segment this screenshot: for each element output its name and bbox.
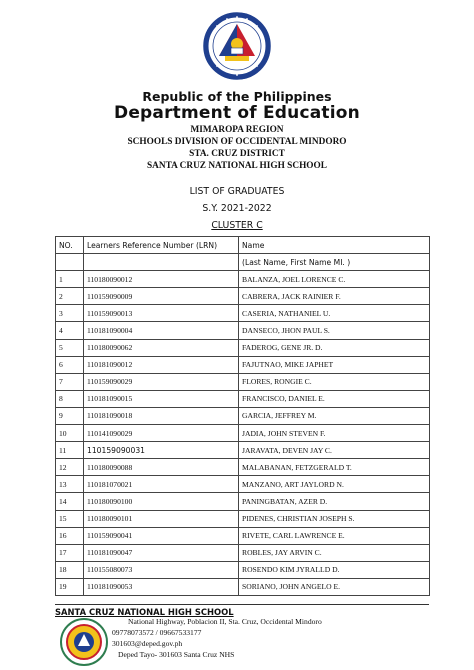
student-name-cell: CASERIA, NATHANIEL U.	[239, 305, 430, 322]
col-lrn-header: Learners Reference Number (LRN)	[84, 237, 239, 254]
table-row	[56, 271, 430, 288]
graduates-table-body	[56, 271, 430, 596]
subheader-blank-cell	[84, 254, 239, 271]
student-name-cell: JARAVATA, DEVEN JAY C.	[239, 442, 430, 459]
row-number-cell: 5	[56, 339, 84, 356]
row-number-cell: 17	[56, 544, 84, 561]
row-number-cell: 8	[56, 390, 84, 407]
footer-phone: 09778073572 / 09667533177	[112, 628, 202, 637]
region-line: MIMAROPA REGION	[190, 125, 284, 135]
lrn-cell: 110155080073	[84, 561, 239, 578]
name-format-hint: (Last Name, First Name MI. )	[239, 254, 430, 271]
table-row	[56, 476, 430, 493]
table-row	[56, 322, 430, 339]
row-number-cell: 2	[56, 288, 84, 305]
student-name-cell: SORIANO, JOHN ANGELO E.	[239, 578, 430, 595]
lrn-cell: 110181090012	[84, 356, 239, 373]
row-number-cell: 6	[56, 356, 84, 373]
lrn-cell: 110181090018	[84, 407, 239, 424]
lrn-cell: 110159090041	[84, 527, 239, 544]
table-row	[56, 339, 430, 356]
row-number-cell: 16	[56, 527, 84, 544]
row-number-cell: 9	[56, 407, 84, 424]
col-no-header: NO.	[56, 237, 84, 254]
student-name-cell: DANSECO, JHON PAUL S.	[239, 322, 430, 339]
division-line: SCHOOLS DIVISION OF OCCIDENTAL MINDORO	[127, 137, 347, 147]
row-number-cell: 10	[56, 425, 84, 442]
lrn-cell: 110159090029	[84, 373, 239, 390]
lrn-cell: 110180090012	[84, 271, 239, 288]
footer-divider	[55, 604, 429, 605]
lrn-cell: 110141090029	[84, 425, 239, 442]
table-row	[56, 561, 430, 578]
table-row	[56, 425, 430, 442]
row-number-cell: 19	[56, 578, 84, 595]
student-name-cell: FLORES, RONGIE C.	[239, 373, 430, 390]
row-number-cell: 3	[56, 305, 84, 322]
document-title: LIST OF GRADUATES	[189, 186, 285, 197]
student-name-cell: RIVETE, CARL LAWRENCE E.	[239, 527, 430, 544]
table-row	[56, 459, 430, 476]
row-number-cell: 14	[56, 493, 84, 510]
lrn-cell: 110180090100	[84, 493, 239, 510]
lrn-cell: 110180090088	[84, 459, 239, 476]
table-row	[56, 305, 430, 322]
lrn-cell: 110159090031	[84, 442, 239, 459]
deped-seal-icon	[203, 12, 271, 80]
table-row	[56, 493, 430, 510]
cluster-label: CLUSTER C	[211, 220, 263, 231]
graduates-table	[55, 236, 430, 596]
table-row	[56, 544, 430, 561]
table-row	[56, 288, 430, 305]
student-name-cell: JADIA, JOHN STEVEN F.	[239, 425, 430, 442]
row-number-cell: 1	[56, 271, 84, 288]
table-row	[56, 373, 430, 390]
row-number-cell: 7	[56, 373, 84, 390]
school-seal-icon	[60, 618, 108, 666]
lrn-cell: 110180090101	[84, 510, 239, 527]
school-line: SANTA CRUZ NATIONAL HIGH SCHOOL	[147, 161, 327, 171]
table-row	[56, 578, 430, 595]
student-name-cell: FADEROG, GENE JR. D.	[239, 339, 430, 356]
lrn-cell: 110181090004	[84, 322, 239, 339]
student-name-cell: MALABANAN, FETZGERALD T.	[239, 459, 430, 476]
student-name-cell: PANINGBATAN, AZER D.	[239, 493, 430, 510]
student-name-cell: GARCIA, JEFFREY M.	[239, 407, 430, 424]
table-subheader-row	[56, 254, 430, 271]
lrn-cell: 110159090013	[84, 305, 239, 322]
lrn-cell: 110181070021	[84, 476, 239, 493]
footer-address: National Highway, Poblacion II, Sta. Cruz, Occidental Mindoro	[128, 617, 322, 626]
row-number-cell: 11	[56, 442, 84, 459]
student-name-cell: ROSENDO KIM JYRALLD D.	[239, 561, 430, 578]
row-number-cell: 4	[56, 322, 84, 339]
school-year: S.Y. 2021-2022	[202, 203, 272, 214]
student-name-cell: PIDENES, CHRISTIAN JOSEPH S.	[239, 510, 430, 527]
student-name-cell: ROBLES, JAY ARVIN C.	[239, 544, 430, 561]
table-row	[56, 407, 430, 424]
col-name-header: Name	[239, 237, 430, 254]
student-name-cell: CABRERA, JACK RAINIER F.	[239, 288, 430, 305]
lrn-cell: 110181090053	[84, 578, 239, 595]
district-line: STA. CRUZ DISTRICT	[189, 149, 285, 159]
row-number-cell: 18	[56, 561, 84, 578]
footer-facebook[interactable]: Deped Tayo- 301603 Santa Cruz NHS	[118, 650, 235, 659]
republic-heading: Republic of the Philippines	[142, 89, 332, 104]
row-number-cell: 13	[56, 476, 84, 493]
table-row	[56, 390, 430, 407]
lrn-cell: 110181090015	[84, 390, 239, 407]
footer-school-name: SANTA CRUZ NATIONAL HIGH SCHOOL	[55, 607, 234, 617]
student-name-cell: MANZANO, ART JAYLORD N.	[239, 476, 430, 493]
table-row	[56, 527, 430, 544]
footer-email[interactable]: 301603@deped.gov.ph	[112, 639, 183, 648]
row-number-cell: 15	[56, 510, 84, 527]
lrn-cell: 110180090062	[84, 339, 239, 356]
student-name-cell: FRANCISCO, DANIEL E.	[239, 390, 430, 407]
student-name-cell: FAJUTNAO, MIKE JAPHET	[239, 356, 430, 373]
student-name-cell: BALANZA, JOEL LORENCE C.	[239, 271, 430, 288]
department-heading: Department of Education	[114, 103, 360, 123]
table-row	[56, 442, 430, 459]
table-row	[56, 510, 430, 527]
lrn-cell: 110159090009	[84, 288, 239, 305]
lrn-cell: 110181090047	[84, 544, 239, 561]
table-header-row	[56, 237, 430, 254]
subheader-blank-cell	[56, 254, 84, 271]
table-row	[56, 356, 430, 373]
row-number-cell: 12	[56, 459, 84, 476]
